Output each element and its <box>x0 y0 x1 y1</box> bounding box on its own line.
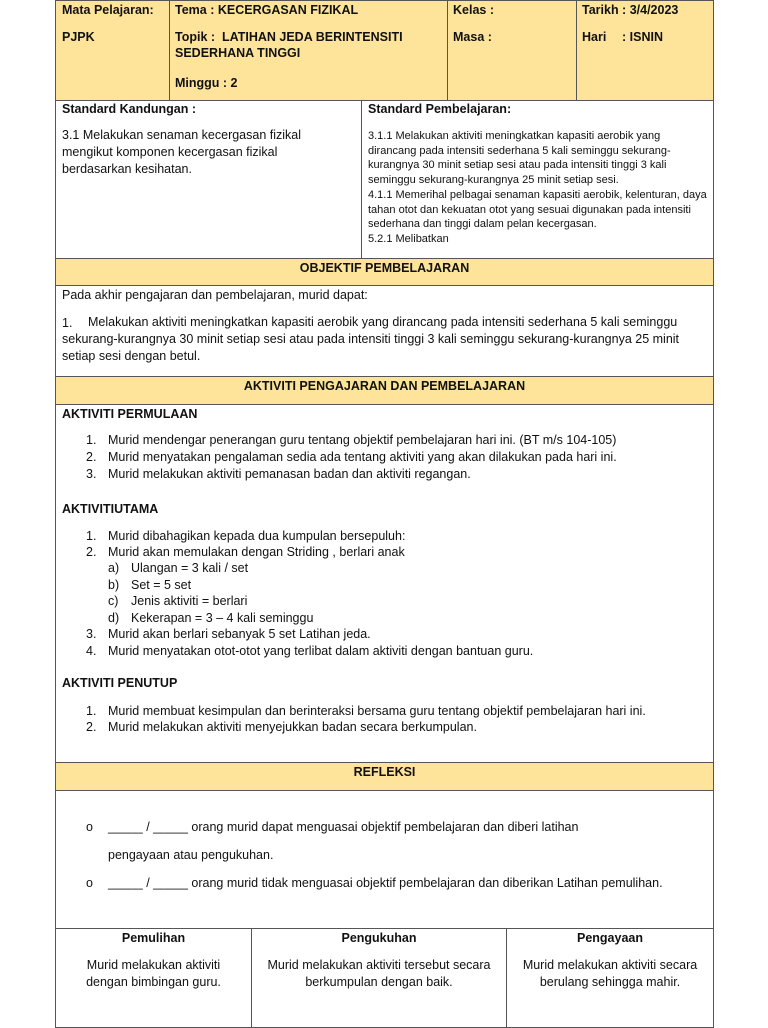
opening-item-2: Murid menyatakan pengalaman sedia ada tentang aktiviti yang akan dilakukan pada hari ini. <box>108 450 617 464</box>
week: Minggu : 2 <box>175 76 238 90</box>
main-item-3: Murid akan berlari sebanyak 5 set Latihan jeda. <box>108 627 371 641</box>
enrichment-title: Pengayaan <box>576 931 643 945</box>
main-n4: 4. <box>86 644 97 658</box>
closing-item-2: Murid melakukan aktiviti menyejukkan badan secara berkumpulan. <box>108 720 477 734</box>
objective-title: OBJEKTIF PEMBELAJARAN <box>299 261 470 275</box>
remedial-title: Pemulihan <box>121 931 186 945</box>
main-item-2: Murid akan memulakan dengan Striding , berlari anak <box>108 545 405 559</box>
learning-standard-item-2: 4.1.1 Memerihal pelbagai senaman kapasiti aerobik, kelenturan, daya tahan otot dan kekuatan otot yang sesuai digunakan pada intensiti sederhana dan tinggi dalam pelan kecergasan. <box>368 189 707 230</box>
topic-label: Topik : <box>175 30 216 44</box>
learning-standard-item-3: 5.2.1 Melibatkan <box>368 233 449 245</box>
reflection-title: REFLEKSI <box>353 765 416 779</box>
remedial-line-1: Murid melakukan aktiviti <box>86 958 221 972</box>
main-n3: 3. <box>86 627 97 641</box>
closing-title: AKTIVITI PENUTUP <box>62 676 178 690</box>
main-sub-n-b: b) <box>108 578 120 592</box>
main-n2: 2. <box>86 545 97 559</box>
reinforcement-line-2: berkumpulan dengan baik. <box>305 975 453 989</box>
topic-line-1: LATIHAN JEDA BERINTENSITI <box>222 30 403 44</box>
learning-standard-title: Standard Pembelajaran: <box>368 102 512 116</box>
time-label: Masa : <box>453 30 492 44</box>
day-value: : ISNIN <box>622 30 663 44</box>
reflection-line-1a: _____ / _____ orang murid dapat menguasai objektif pembelajaran dan diberi latihan <box>108 820 579 834</box>
activities-title: AKTIVITI PENGAJARAN DAN PEMBELAJARAN <box>243 379 526 393</box>
main-sub-n-c: c) <box>108 594 119 608</box>
content-standard-title: Standard Kandungan : <box>62 102 197 116</box>
main-sub-n-d: d) <box>108 611 120 625</box>
day-label: Hari <box>582 30 607 44</box>
topic-line-2: SEDERHANA TINGGI <box>175 46 301 60</box>
main-title: AKTIVITIUTAMA <box>62 502 159 516</box>
closing-item-1: Murid membuat kesimpulan dan berinteraksi bersama guru tentang objektif pembelajaran hari ini. <box>108 704 646 718</box>
main-sub-b: Set = 5 set <box>131 578 192 592</box>
reflection-line-2: _____ / _____ orang murid tidak menguasai objektif pembelajaran dan diberikan Latihan pemulihan. <box>108 876 663 890</box>
enrichment-line-2: berulang sehingga mahir. <box>539 975 681 989</box>
theme: Tema : KECERGASAN FIZIKAL <box>175 3 359 17</box>
class-label: Kelas : <box>453 3 494 17</box>
closing-n2: 2. <box>86 720 97 734</box>
main-sub-n-a: a) <box>108 561 120 575</box>
opening-item-3: Murid melakukan aktiviti pemanasan badan dan aktiviti regangan. <box>108 467 471 481</box>
main-sub-a: Ulangan = 3 kali / set <box>131 561 249 575</box>
main-item-1: Murid dibahagikan kepada dua kumpulan bersepuluh: <box>108 529 406 543</box>
reflection-bullet-1: o <box>86 820 93 834</box>
reflection-line-1b: pengayaan atau pengukuhan. <box>108 848 274 862</box>
main-sub-c: Jenis aktiviti = berlari <box>131 594 248 608</box>
opening-n3: 3. <box>86 467 97 481</box>
reflection-bullet-2: o <box>86 876 93 890</box>
learning-standard-item-1: 3.1.1 Melakukan aktiviti meningkatkan kapasiti aerobik yang dirancang pada intensiti sederhana 5 kali seminggu sekurang-kurangnya 30 minit setiap sesi atau pada intensiti tinggi 3 kali seminggu sekurang-kurangnya 25 minit setiap sesi. <box>368 130 671 186</box>
objective-item-text: Melakukan aktiviti meningkatkan kapasiti aerobik yang dirancang pada intensiti sederhana 5 kali seminggu sekurang-kurangnya 30 minit setiap sesi atau pada intensiti tinggi 3 kali seminggu sekurang-kurangnya 25 minit setiap sesi dengan betul. <box>62 315 680 363</box>
date: Tarikh : 3/4/2023 <box>582 3 679 17</box>
remedial-line-2: dengan bimbingan guru. <box>86 975 221 989</box>
opening-item-1: Murid mendengar penerangan guru tentang objektif pembelajaran hari ini. (BT m/s 104-105) <box>108 433 617 447</box>
objective-intro: Pada akhir pengajaran dan pembelajaran, murid dapat: <box>62 288 368 302</box>
main-n1: 1. <box>86 529 97 543</box>
enrichment-line-1: Murid melakukan aktiviti secara <box>522 958 698 972</box>
closing-n1: 1. <box>86 704 97 718</box>
content-standard-cell <box>55 100 362 259</box>
subject-label: Mata Pelajaran: <box>62 3 154 17</box>
objective-item-number: 1. <box>62 316 73 330</box>
reinforcement-title: Pengukuhan <box>341 931 417 945</box>
opening-n2: 2. <box>86 450 97 464</box>
main-sub-d: Kekerapan = 3 – 4 kali seminggu <box>131 611 314 625</box>
reinforcement-line-1: Murid melakukan aktiviti tersebut secara <box>267 958 491 972</box>
opening-title: AKTIVITI PERMULAAN <box>62 407 198 421</box>
main-item-4: Murid menyatakan otot-otot yang terlibat dalam aktiviti dengan bantuan guru. <box>108 644 534 658</box>
content-standard-text: 3.1 Melakukan senaman kecergasan fizikal mengikut komponen kecergasan fizikal berdasarkan kesihatan. <box>62 128 302 176</box>
opening-n1: 1. <box>86 433 97 447</box>
subject-value: PJPK <box>62 30 95 44</box>
